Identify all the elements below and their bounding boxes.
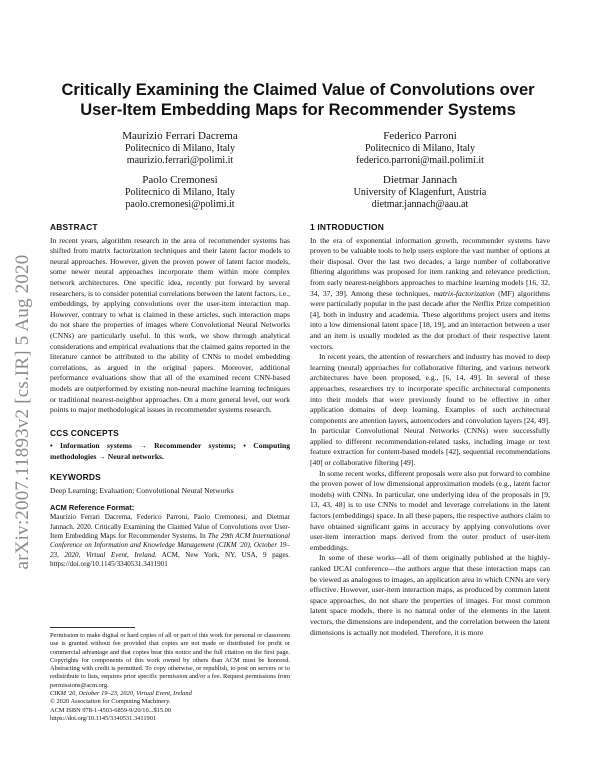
permission-block — [50, 632, 290, 723]
permission-venue: CIKM '20, October 19–23, 2020, Virtual Event, Ireland — [50, 690, 192, 698]
author-block — [335, 174, 505, 212]
author-email[interactable]: dietmar.jannach@aau.at — [371, 199, 469, 210]
intro-paragraph: In recent years, the attention of researchers and industry has moved to deep learning (neural) approaches for collaborative filtering, and various network architectures have been proposed, e.g., [6, 14, 49]. In several of these approaches, researchers try to incorporate specific architectural components into their models that were previously found to be effective in other application domains of deep learning. Examples of such architectural components are attention layers, autoencoders and convolution layers [24, 49]. In particular Convolutional Neural Networks (CNNs) were successfully applied to different recommendation-related tasks, including image or text feature extraction for content-based models [42], sequential recommendations [40] or collaborative filtering [49]. — [310, 352, 550, 468]
abstract-text: In recent years, algorithm research in the area of recommender systems has shifted from matrix factorization techniques and their latent factor models to neural approaches. However, given the proven power of latent factor models, some newer neural approaches incorporate them within more complex network architectures. One specific idea, recently put forward by several researchers, is to consider potential correlations between the latent factors, i.e., embeddings, by applying convolutions over the user-item interaction map. However, contrary to what is claimed in these articles, such interaction maps do not share the properties of images where Convolutional Neural Networks (CNNs) are particularly useful. In this work, we show through analytical considerations and empirical evaluations that the claimed gains reported in the literature cannot be attributed to the ability of CNNs to model embedding correlations, as argued in the original papers. Moreover, additional performance evaluations show that all of the examined recent CNN-based models are outperformed by existing non-neural machine learning techniques or traditional nearest-neighbor approaches. On a more general level, our work points to major methodological issues in recommender systems research. — [50, 235, 290, 415]
author-affiliation: University of Klagenfurt, Austria — [353, 186, 487, 198]
title-line-1: Critically Examining the Claimed Value of Convolutions over — [61, 81, 535, 99]
author-affiliation: Politecnico di Milano, Italy — [125, 142, 235, 154]
author-block — [335, 130, 505, 168]
ref-format-venue: The 29th ACM International Conference on Information and Knowledge Management (CIKM '20), October 19–23, 2020, Virtual Event, Ireland. — [50, 532, 290, 559]
keywords-heading: KEYWORDS — [50, 472, 101, 483]
ref-format-end: ACM, New York, NY, USA, 9 pages. https://doi.org/10.1145/3340531.3411901 — [50, 550, 290, 569]
ccs-heading: CCS CONCEPTS — [50, 427, 119, 438]
footnote-rule — [50, 627, 135, 628]
author-affiliation: Politecnico di Milano, Italy — [125, 186, 235, 198]
keywords-text: Deep Learning; Evaluation; Convolutional Neural Networks — [50, 486, 234, 496]
permission-doi[interactable]: https://doi.org/10.1145/3340531.3411901 — [50, 714, 157, 722]
ref-format-text — [50, 513, 290, 569]
author-name: Maurizio Ferrari Dacrema — [122, 130, 238, 142]
ref-format-heading: ACM Reference Format: — [50, 502, 135, 512]
paper-title — [58, 80, 538, 120]
title-line-2: User-Item Embedding Maps for Recommender Systems — [80, 101, 516, 119]
intro-paragraph: In some recent works, different proposals were also put forward to combine the proven power of low dimensional approximation models (e.g., latent factor models) with CNNs. In particular, one underlying idea of the proposals in [9, 13, 43, 48] is to use CNNs to model and leverage correlations in the latent factors (embeddings) space. In all these papers, the respective authors claim to have obtained significant gains in accuracy by applying convolutions over user-item interaction maps derived from the outer product of user-item embeddings. — [310, 468, 550, 552]
permission-text: Permission to make digital or hard copies of all or part of this work for personal or classroom use is granted without fee provided that copies are not made or distributed for profit or commercial advantage and that copies bear this notice and the full citation on the first page. Copyrights for components of this work owned by others than ACM must be honored. Abstracting with credit is permitted. To copy otherwise, or republish, to post on servers or to redistribute to lists, requires prior specific permission and/or a fee. Request permissions from permissions@acm.org. — [50, 632, 290, 689]
author-block — [95, 174, 265, 212]
abstract-heading: ABSTRACT — [50, 222, 98, 232]
permission-copyright: © 2020 Association for Computing Machinery. — [50, 698, 171, 706]
arxiv-stamp-text: arXiv:2007.11893v2 [cs.IR] 5 Aug 2020 — [12, 254, 33, 570]
author-name: Federico Parroni — [383, 130, 457, 142]
author-name: Dietmar Jannach — [382, 174, 458, 186]
author-name: Paolo Cremonesi — [142, 174, 218, 186]
intro-paragraph: In some of these works—all of them originally published at the highly-ranked IJCAI conference—the authors argue that these interaction maps can be viewed as analogous to images, an application area in which CNNs are very effective. However, user-item interaction maps, as produced by common latent space approaches, do not share the properties of images. For most common latent space models, there is no natural order of the elements in the latent vectors, the dimensions are independent, and the correlation between the latent dimensions is actually not modeled. Therefore, it is more — [310, 553, 550, 637]
author-affiliation: Politecnico di Milano, Italy — [365, 142, 475, 154]
author-email[interactable]: paolo.cremonesi@polimi.it — [125, 199, 235, 210]
left-column — [50, 222, 290, 570]
intro-paragraph — [310, 236, 550, 353]
intro-p1-a: In the era of exponential information growth, recommender systems have proven to be valuable tools to help users explore the vast number of options at their disposal. Over the last two decades, a large number of collaborative filtering algorithms was proposed for item ranking and relevance prediction, from early nearest-neighbors approaches to machine learning models [16, 32, 34, 37, 39]. Among these techniques, — [310, 235, 550, 298]
ref-format-plain: Maurizio Ferrari Dacrema, Federico Parroni, Paolo Cremonesi, and Dietmar Jannach. 2020. Critically Examining the Claimed Value of Convolutions over User-Item Embedding Maps for Recommender Systems. In — [50, 513, 290, 541]
arxiv-stamp — [5, 212, 41, 612]
intro-p1-b: (MF) algorithms were particularly popular in the past decade after the Netflix Prize competition [4], both in industry and academia. These algorithms project users and items into a low dimensional latent space [18, 19], and an interaction between a user and an item is usually modeled as the dot product of their respective latent vectors. — [310, 288, 550, 351]
right-column — [310, 222, 550, 638]
intro-p1-em: matrix-factorization — [433, 288, 495, 298]
author-email[interactable]: federico.parroni@mail.polimi.it — [356, 155, 484, 166]
permission-isbn: ACM ISBN 978-1-4503-6859-9/20/10...$15.00 — [50, 706, 172, 714]
author-email[interactable]: maurizio.ferrari@polimi.it — [126, 155, 234, 166]
author-block — [95, 130, 265, 168]
ccs-text: • Information systems → Recommender systems; • Computing methodologies → Neural networks. — [50, 441, 290, 461]
intro-heading: 1 INTRODUCTION — [310, 222, 384, 232]
